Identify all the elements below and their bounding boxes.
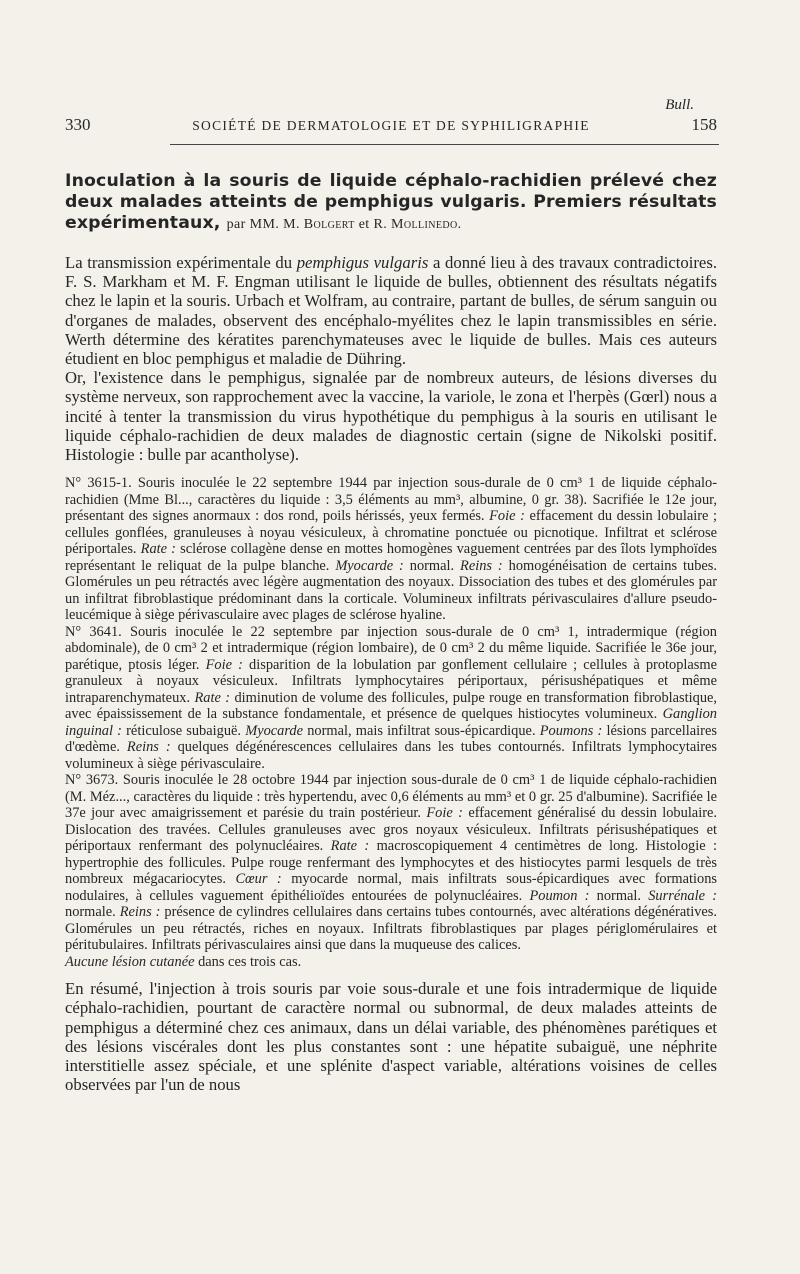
- intro-paragraph-1: [65, 253, 717, 368]
- running-header: [65, 115, 717, 137]
- case3-coeur-label: Cœur :: [235, 871, 282, 888]
- case3-text-a: N° 3673. Souris inoculée le 28 octobre 1944 par injection sous-durale de 0 cm³ 1 de liquide céphalo-rachidien (M. Méz..., caractères du liquide : très hypertendu, avec 0,6 éléments au mm³ et 0 gr. 25 d'albumine). Sacrifiée le 37e jour avec amaigrissement et parésie du train postérieur.: [65, 772, 717, 822]
- no-lesion-note: [65, 954, 717, 971]
- case-3615: [65, 475, 717, 624]
- intro-p1-text-a: La transmission expérimentale du: [65, 253, 293, 272]
- case2-text-a: N° 3641. Souris inoculée le 22 septembre par injection sous-durale de 0 cm³ 1, intradermique (région abdominale), de 0 cm³ 2 et intradermique (région lombaire), de 0 cm³ 2 du même liquide. Sacrifiée le 36e jour, parétique, ptosis léger.: [65, 623, 717, 673]
- case2-text-g: quelques dégénérescences cellulaires dans les tubes contournés. Infiltrats lymphocytaires volumineux à siège périvasculaire.: [65, 739, 718, 772]
- case3-text-c: macroscopiquement 4 centimètres de long. Histologie : hypertrophie des follicules. Pulpe rouge renfermant des lymphocytes et des histiocytes parmi lesquels de très nombreux mégacariocytes.: [65, 838, 717, 888]
- case2-text-b: disparition de la lobulation par gonflement cellulaire ; cellules à protoplasme granuleux à noyaux vésiculeux. Infiltrats lymphocytaires périportaux, périsushépatiques et même intraparenchymateux.: [65, 656, 717, 706]
- case1-text-d: normal.: [409, 557, 455, 574]
- case2-poumons-label: Poumons :: [539, 722, 603, 739]
- running-title: SOCIÉTÉ DE DERMATOLOGIE ET DE SYPHILIGRAPHIE: [192, 118, 590, 133]
- case3-reins-label: Reins :: [119, 904, 161, 921]
- byline: [227, 217, 462, 232]
- case2-text-c: diminution de volume des follicules, pulpe rouge en transformation fibroblastique, avec épaississement de la substance fondamentale, et présence de quelques histiocytes volumineux.: [65, 689, 717, 723]
- case1-reins-label: Reins :: [460, 557, 503, 574]
- case3-text-f: normale.: [65, 904, 116, 921]
- intro-paragraph-2: Or, l'existence dans le pemphigus, signalée par de nombreux auteurs, de lésions diverses du système nerveux, son rapprochement avec la vaccine, la variole, le zona et l'herpès (Gœrl) nous a incité à tenter la transmission du virus hypothétique du pemphigus à la souris en utilisant le liquide céphalo-rachidien de deux malades de diagnostic certain (signe de Nikolski positif. Histologie : bulle par acantholyse).: [65, 368, 717, 465]
- case2-text-e: normal, mais infiltrat sous-épicardique.: [307, 722, 536, 739]
- page-number-right: 158: [691, 115, 717, 134]
- case2-text-f: lésions parcellaires d'œdème.: [65, 722, 717, 756]
- case2-ganglion-label: Ganglion inguinal :: [65, 706, 717, 739]
- case1-text-e: homogénéisation de certains tubes. Glomérules un peu rétractés avec légère augmentation des noyaux. Dissociation des tubes et des glomérules par un infiltrat fibroblastique prédominant dans la corticale. Volumineux infiltrats périvasculaires d'allure pseudo-leucémique à siège périvasculaire avec plages de sclérose hyaline.: [65, 557, 717, 624]
- case1-text-a: N° 3615-1. Souris inoculée le 22 septembre 1944 par injection sous-durale de 0 cm³ 1 de liquide céphalo-rachidien (Mme Bl..., caractères du liquide : 3,5 éléments au mm³, albumine, 0 gr. 38). Sacrifiée le 12e jour, présentant des signes anormaux : dos rond, poils hérissés, yeux fermés.: [65, 475, 717, 525]
- journal-abbreviation: Bull.: [665, 97, 694, 113]
- case3-rate-label: Rate :: [330, 838, 370, 855]
- case3-poumon-label: Poumon :: [529, 887, 590, 904]
- case3-surrenale-label: Surrénale :: [648, 887, 717, 904]
- case3-text-g: présence de cylindres cellulaires dans certains tubes contournés, avec altérations dégénératives. Glomérules un peu rétractés, riches en noyaux. Infiltrats fibroblastiques par plages périglomérulaires et péritubulaires. Infiltrats périvasculaires ainsi que dans la muqueuse des calices.: [65, 904, 717, 954]
- no-lesion-rest: dans ces trois cas.: [198, 953, 302, 970]
- case-3641: [65, 624, 717, 773]
- author-bolgert: Bolgert: [303, 217, 355, 232]
- author-mollinedo: Mollinedo.: [391, 217, 462, 232]
- summary-paragraph: En résumé, l'injection à trois souris par voie sous-durale et une fois intradermique de liquide céphalo-rachidien, pourtant de caractère normal ou subnormal, de deux malades atteints de pemphigus a déterminé chez ces animaux, dans un délai variable, des phénomènes parétiques et des lésions viscérales dont les plus constantes sont : une hépatite subaiguë, une néphrite interstitielle assez spéciale, et une splénite d'aspect variable, altérations voisines de celles observées par l'un de nous: [65, 979, 717, 1095]
- case1-rate-label: Rate :: [140, 541, 176, 558]
- case3-text-b: effacement généralisé du dessin lobulaire. Dislocation des travées. Cellules granuleuses avec gros noyaux vésiculeux. Infiltrats périsushépatiques et périportaux renfermant des polynucléaires.: [65, 805, 717, 855]
- case1-text-c: sclérose collagène dense en mottes homogènes vaguement centrées par des îlots lymphoïdes représentant le reliquat de la pulpe blanche.: [65, 541, 718, 574]
- case3-foie-label: Foie :: [426, 805, 463, 822]
- byline-prefix: par MM. M.: [226, 217, 300, 232]
- no-lesion-emphasis: Aucune lésion cutanée: [65, 953, 195, 970]
- case1-foie-label: Foie :: [489, 508, 525, 525]
- page-number-left: 330: [65, 115, 91, 134]
- title-text: Inoculation à la souris de liquide céphalo-rachidien prélevé chez deux malades atteints de pemphigus vulgaris. Premiers résultats expérimentaux,: [65, 171, 717, 233]
- case1-text-b: effacement du dessin lobulaire ; cellules gonflées, granuleuses à noyau vésiculeux, à chromatine ponctuée ou picnotique. Infiltrat et sclérose périportales.: [65, 508, 717, 558]
- case-3673: [65, 772, 717, 954]
- header-rule: [170, 144, 719, 145]
- intro-p1-emphasis: pemphigus vulgaris: [296, 253, 429, 272]
- article-title: [65, 171, 717, 235]
- case3-text-d: myocarde normal, mais infiltrats sous-épicardiques avec formations nodulaires, à cellules vaguement épithélioïdes entourées de polynucléaires.: [65, 871, 717, 904]
- byline-mid: et R.: [358, 217, 388, 232]
- case2-text-d: réticulose subaiguë.: [126, 722, 242, 739]
- case2-foie-label: Foie :: [205, 656, 243, 673]
- case1-myocarde-label: Myocarde :: [335, 557, 404, 574]
- article-body: [65, 171, 717, 1094]
- case2-reins-label: Reins :: [126, 739, 171, 756]
- case2-myocarde-label: Myocarde: [245, 722, 304, 739]
- case3-text-e: normal.: [596, 887, 642, 904]
- intro-p1-text-b: a donné lieu à des travaux contradictoires. F. S. Markham et M. F. Engman utilisant le liquide de bulles, obtiennent des résultats négatifs chez le lapin et la souris. Urbach et Wolfram, au contraire, partant de bulles, de sérum sanguin ou d'organes de malades, observent des encéphalo-myélites chez le lapin transmissibles en série. Werth détermine des kératites parenchymateuses avec le liquide de bulles. Mais ces auteurs étudient en bloc pemphigus et maladie de Dühring.: [65, 253, 718, 369]
- case2-rate-label: Rate :: [194, 689, 231, 706]
